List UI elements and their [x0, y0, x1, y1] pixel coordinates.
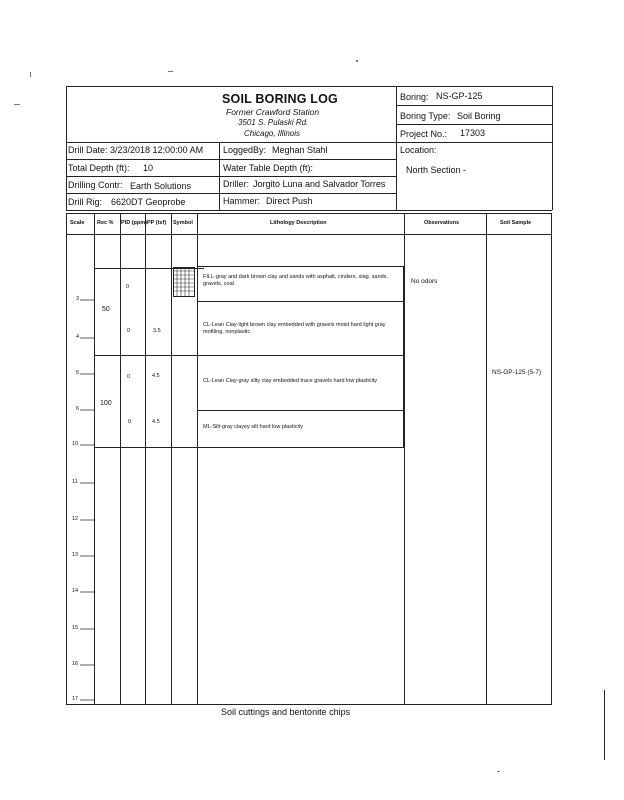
- col-header-observations: Observations: [424, 220, 460, 226]
- soil-sample-text: NS-GP-125 (5-7): [492, 369, 542, 376]
- lithology-description: CL-Lean Clay-light brown clay embedded with gravels moist hard light gray mottling, nonplastic: [203, 322, 386, 336]
- driller-label: Driller:: [223, 179, 249, 189]
- litho-line: [197, 266, 404, 267]
- scale-tick: 5: [76, 370, 80, 376]
- hammer-label: Hammer:: [223, 196, 261, 206]
- litho-line: [197, 447, 404, 448]
- observation-text: No odors: [411, 278, 438, 285]
- col-header-rec: Rec %: [97, 220, 114, 226]
- footer-note: Soil cuttings and bentonite chips: [221, 707, 351, 717]
- logged-by-value: Meghan Stahl: [272, 145, 328, 155]
- col-line: [145, 213, 146, 705]
- pid-value: 0: [128, 419, 132, 425]
- fill-symbol-icon: [173, 267, 195, 297]
- rig-label: Drill Rig:: [68, 197, 103, 207]
- header-left-border: [66, 86, 67, 210]
- header-top-border: [66, 86, 552, 87]
- rec-value: 100: [100, 400, 112, 407]
- scale-tick: 6: [76, 406, 80, 412]
- scan-edge-mark: [604, 690, 605, 760]
- total-depth-label: Total Depth (ft):: [68, 163, 130, 173]
- boring-type-value: Soil Boring: [457, 111, 501, 121]
- lithology-description: CL-Lean Clay-gray silty clay embedded trace gravels hard low plasticity: [203, 378, 377, 384]
- contractor-label: Drilling Contr:: [68, 180, 123, 190]
- scale-tick: 4: [76, 334, 80, 340]
- project-label: Project No.:: [400, 129, 448, 139]
- litho-line: [197, 301, 404, 302]
- info-row-line: [66, 159, 396, 160]
- litho-line: [197, 410, 404, 411]
- location-value: North Section -: [406, 165, 467, 175]
- header-row-line: [396, 124, 552, 125]
- info-col-line: [219, 142, 220, 210]
- col-header-pp: PP (tsf): [147, 220, 167, 226]
- header-right-border: [552, 86, 553, 210]
- contractor-value: Earth Solutions: [130, 181, 192, 191]
- scale-tick: 11: [72, 479, 78, 485]
- pid-value: 0: [126, 284, 130, 290]
- interval-line: [94, 447, 197, 448]
- info-row-line: [66, 176, 396, 177]
- boring-label: Boring:: [400, 92, 429, 102]
- boring-type-label: Boring Type:: [400, 111, 451, 121]
- scale-tick: 17: [72, 696, 79, 702]
- lithology-description: ML-Silt-gray clayey silt hard low plasticity: [203, 424, 303, 430]
- col-line: [197, 213, 198, 705]
- col-header-symbol: Symbol: [173, 220, 193, 226]
- litho-line: [197, 355, 404, 356]
- total-depth-value: 10: [143, 163, 154, 173]
- col-header-scale: Scale: [70, 220, 85, 226]
- col-line: [120, 213, 121, 705]
- rec-value: 50: [102, 306, 110, 313]
- site-address: 3501 S. Pulaski Rd.: [238, 118, 309, 127]
- scale-tick: 10: [72, 441, 79, 447]
- scale-tick: 13: [72, 552, 79, 558]
- site-city: Chicago, Illinois: [244, 129, 301, 138]
- scale-tick: 3: [76, 296, 80, 302]
- site-name: Former Crawford Station: [226, 107, 320, 117]
- interval-line: [94, 355, 197, 356]
- drill-date: Drill Date: 3/23/2018 12:00:00 AM: [68, 145, 204, 155]
- page-title: SOIL BORING LOG: [222, 92, 338, 106]
- scan-speck: [497, 771, 500, 772]
- project-value: 17303: [460, 128, 486, 138]
- boring-value: NS-GP-125: [436, 91, 483, 101]
- col-line: [404, 213, 405, 705]
- rig-value: 6620DT Geoprobe: [111, 197, 186, 207]
- scale-tick: 12: [72, 516, 79, 522]
- pp-value: 4.5: [152, 373, 160, 379]
- litho-right: [403, 266, 404, 447]
- scale-tick: 16: [72, 661, 79, 667]
- scan-speck: [168, 71, 173, 72]
- logged-by-label: LoggedBy:: [223, 145, 267, 155]
- col-line: [171, 213, 172, 705]
- hammer-value: Direct Push: [266, 196, 313, 206]
- driller-value: Jorgito Luna and Salvador Torres: [253, 179, 386, 189]
- col-header-soil-sample: Soil Sample: [500, 220, 532, 226]
- scan-speck: [14, 104, 20, 105]
- header-bottom-border: [66, 142, 552, 143]
- scale-tick: 15: [72, 625, 79, 631]
- location-label: Location:: [400, 145, 437, 155]
- table-header-line: [66, 234, 552, 235]
- pp-value: 3.5: [153, 328, 161, 334]
- col-header-lithology: Lithology Description: [270, 220, 327, 226]
- depth-scale: [66, 240, 94, 705]
- pid-value: 0: [127, 374, 131, 380]
- scan-speck: [30, 72, 31, 77]
- scan-speck: [356, 60, 358, 62]
- col-header-pid: PID (ppm): [121, 220, 147, 226]
- info-row-line: [66, 193, 396, 194]
- info-bottom-line: [66, 210, 552, 211]
- col-line: [94, 213, 95, 705]
- header-row-line: [396, 105, 552, 106]
- pid-value: 0: [127, 328, 131, 334]
- pp-value: 4.5: [152, 419, 160, 425]
- scale-tick: 14: [72, 588, 79, 594]
- lithology-description: FILL-gray and dark brown clay and sands with asphalt, cinders, slag, sands, gravels, coal: [203, 274, 388, 288]
- water-table-label: Water Table Depth (ft):: [223, 163, 314, 173]
- col-line: [486, 213, 487, 705]
